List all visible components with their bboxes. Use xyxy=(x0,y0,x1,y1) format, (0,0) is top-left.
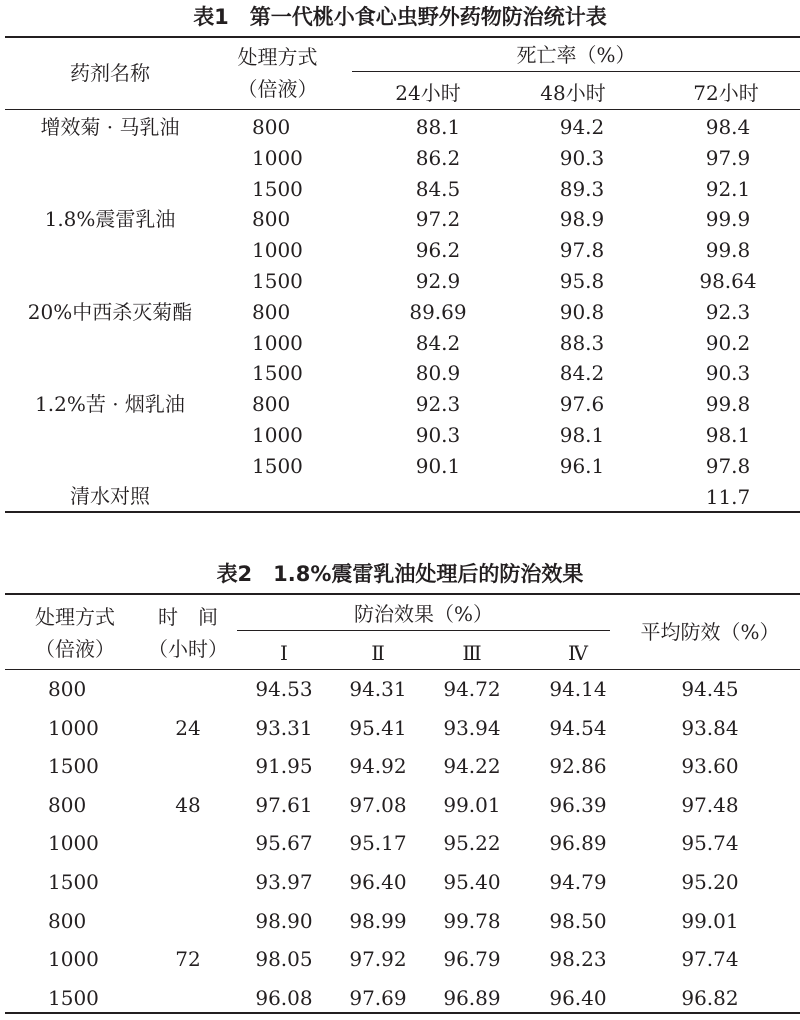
table1-cell-48h: 97.6 xyxy=(559,392,605,417)
table2-cell-rep-1: 98.90 xyxy=(255,908,313,933)
table2-cell-rep-4: 98.23 xyxy=(549,947,607,972)
table2-cell-rep-4: 96.40 xyxy=(549,985,607,1010)
table1-cell-method: 800 xyxy=(252,115,291,139)
table1-top-rule xyxy=(5,36,800,38)
table2-header-rep-2: Ⅱ xyxy=(371,641,385,665)
table2-cell-rep-2: 97.08 xyxy=(349,792,407,817)
table1-cell-24h: 86.2 xyxy=(415,145,461,170)
table2-cell-rep-4: 96.89 xyxy=(549,831,607,856)
table1-cell-24h: 80.9 xyxy=(415,361,461,386)
table1-cell-method: 1000 xyxy=(252,423,303,447)
table2-cell-rep-4: 96.39 xyxy=(549,792,607,817)
table1-cell-72h: 99.8 xyxy=(705,392,751,417)
table1-cell-24h: 92.9 xyxy=(415,269,461,293)
table2-header-time-unit: （小时） xyxy=(148,637,228,661)
table1-cell-24h: 90.3 xyxy=(415,423,461,447)
table2-cell-average: 99.01 xyxy=(681,908,739,933)
table2-cell-rep-1: 95.67 xyxy=(255,831,313,856)
table2-cell-rep-4: 98.50 xyxy=(549,908,607,933)
table1-cell-48h: 88.3 xyxy=(559,330,605,355)
table2-cell-method: 800 xyxy=(48,677,87,701)
table1-cell-24h: 84.2 xyxy=(415,330,461,355)
table1-cell-72h: 90.3 xyxy=(705,361,751,386)
table2-cell-rep-1: 97.61 xyxy=(255,792,313,817)
table2-cell-rep-2: 96.40 xyxy=(349,870,407,894)
table2-cell-method: 800 xyxy=(48,908,87,933)
table2-cell-rep-2: 95.41 xyxy=(349,715,407,740)
table1-agent-name: 20%中西杀灭菊酯 xyxy=(27,300,193,324)
table2-cell-method: 1000 xyxy=(48,831,99,856)
table1-title: 表1 第一代桃小食心虫野外药物防治统计表 xyxy=(193,5,607,29)
table1-cell-24h: 89.69 xyxy=(409,299,467,324)
table2-cell-average: 95.20 xyxy=(681,870,739,894)
table2-cell-time: 48 xyxy=(175,792,201,817)
table1-agent-name: 清水对照 xyxy=(70,484,150,508)
table1-cell-method: 800 xyxy=(252,392,291,417)
table1-cell-method: 1500 xyxy=(252,453,303,478)
table1-cell-24h: 96.2 xyxy=(415,238,461,263)
table1-agent-name: 增效菊 · 马乳油 xyxy=(40,115,180,139)
table2-cell-rep-3: 96.89 xyxy=(443,985,501,1010)
table2-cell-average: 93.60 xyxy=(681,754,739,779)
table2-cell-time: 24 xyxy=(175,715,201,740)
table2-title: 表2 1.8%震雷乳油处理后的防治效果 xyxy=(216,562,584,586)
table1-cell-72h: 98.4 xyxy=(705,115,751,139)
table1-cell-72h: 98.64 xyxy=(699,269,757,293)
table2-header-rep-4: Ⅳ xyxy=(568,641,588,665)
table1-cell-48h: 94.2 xyxy=(559,115,605,139)
table1-mortality-rule xyxy=(352,71,800,72)
table2-cell-rep-2: 94.92 xyxy=(349,754,407,779)
table2-cell-rep-1: 93.97 xyxy=(255,870,313,894)
table1-header-agent: 药剂名称 xyxy=(70,61,150,85)
table2-cell-rep-4: 94.54 xyxy=(549,715,607,740)
table1-header-72h: 72小时 xyxy=(693,81,759,105)
table2-cell-rep-2: 97.92 xyxy=(349,947,407,972)
table2-cell-average: 97.74 xyxy=(681,947,739,972)
table1-cell-72h: 99.8 xyxy=(705,238,751,263)
table1-cell-72h: 90.2 xyxy=(705,330,751,355)
table2-effect-rule xyxy=(237,630,610,631)
table1-cell-method: 1000 xyxy=(252,330,303,355)
table2-cell-average: 97.48 xyxy=(681,792,739,817)
table2-header-rep-1: Ⅰ xyxy=(280,641,288,665)
table2-cell-rep-1: 91.95 xyxy=(255,754,313,779)
table2-cell-rep-1: 98.05 xyxy=(255,947,313,972)
table2-cell-rep-3: 94.22 xyxy=(443,754,501,779)
table2-cell-rep-2: 97.69 xyxy=(349,985,407,1010)
table2-cell-rep-3: 99.78 xyxy=(443,908,501,933)
table1-cell-method: 1000 xyxy=(252,238,303,263)
table2-cell-average: 94.45 xyxy=(681,677,739,701)
table1-cell-24h: 88.1 xyxy=(415,115,461,139)
table2-cell-rep-3: 95.40 xyxy=(443,870,501,894)
table2-cell-rep-3: 93.94 xyxy=(443,715,501,740)
table2-cell-rep-2: 95.17 xyxy=(349,831,407,856)
table2-header-rule xyxy=(5,669,800,670)
table2-cell-average: 93.84 xyxy=(681,715,739,740)
table2-top-rule xyxy=(5,593,800,595)
table1-cell-24h: 97.2 xyxy=(415,207,461,232)
table2-header-method: 处理方式 xyxy=(35,605,115,629)
table1-bottom-rule xyxy=(5,511,800,513)
table1-cell-72h: 11.7 xyxy=(705,484,751,509)
table1-cell-24h: 84.5 xyxy=(415,176,461,201)
table2-cell-method: 1000 xyxy=(48,947,99,972)
table2-cell-average: 96.82 xyxy=(681,985,739,1010)
table2-bottom-rule xyxy=(5,1012,800,1014)
table2-cell-rep-1: 96.08 xyxy=(255,985,313,1010)
table1-cell-48h: 84.2 xyxy=(559,361,605,386)
table1-agent-name: 1.2%苦 · 烟乳油 xyxy=(35,392,185,416)
table1-cell-method: 1500 xyxy=(252,176,303,201)
table1-cell-72h: 92.3 xyxy=(705,299,751,324)
table1-cell-72h: 97.9 xyxy=(705,145,751,170)
table2-header-effect: 防治效果（%） xyxy=(353,602,493,626)
table1-cell-48h: 95.8 xyxy=(559,269,605,293)
table2-cell-method: 1500 xyxy=(48,985,99,1010)
table1-cell-24h: 90.1 xyxy=(415,453,461,478)
table2-cell-rep-4: 94.79 xyxy=(549,870,607,894)
table2-cell-rep-2: 98.99 xyxy=(349,908,407,933)
table1-cell-72h: 98.1 xyxy=(705,423,751,447)
table2-header-average: 平均防效（%） xyxy=(640,620,780,644)
table2-cell-rep-1: 93.31 xyxy=(255,715,313,740)
table2-cell-average: 95.74 xyxy=(681,831,739,856)
table1-header-24h: 24小时 xyxy=(395,81,461,105)
table1-header-method: 处理方式 xyxy=(237,45,318,69)
table1-cell-method: 1000 xyxy=(252,145,303,170)
table2-cell-method: 1000 xyxy=(48,715,99,740)
table1-cell-72h: 92.1 xyxy=(705,176,751,201)
table2-cell-rep-3: 96.79 xyxy=(443,947,501,972)
table1-cell-48h: 90.8 xyxy=(559,299,605,324)
table2-header-rep-3: Ⅲ xyxy=(462,641,482,665)
table2-cell-method: 1500 xyxy=(48,754,99,779)
table1-cell-48h: 89.3 xyxy=(559,176,605,201)
table1-cell-72h: 99.9 xyxy=(705,207,751,232)
table1-header-48h: 48小时 xyxy=(540,81,606,105)
table1-cell-method: 1500 xyxy=(252,361,303,386)
table1-cell-48h: 90.3 xyxy=(559,145,605,170)
table1-cell-48h: 97.8 xyxy=(559,238,605,263)
table2-cell-rep-4: 94.14 xyxy=(549,677,607,701)
table2-cell-time: 72 xyxy=(175,947,201,972)
table1-cell-method: 800 xyxy=(252,207,291,232)
table1-cell-24h: 92.3 xyxy=(415,392,461,417)
table2-cell-method: 1500 xyxy=(48,870,99,894)
table2-cell-rep-3: 99.01 xyxy=(443,792,501,817)
table1-header-rule xyxy=(5,109,800,110)
table1-cell-method: 1500 xyxy=(252,269,303,293)
table1-header-mortality: 死亡率（%） xyxy=(516,43,636,67)
table2-cell-rep-1: 94.53 xyxy=(255,677,313,701)
table2-cell-rep-3: 95.22 xyxy=(443,831,501,856)
table2-header-time: 时 间 xyxy=(158,605,218,629)
table1-agent-name: 1.8%震雷乳油 xyxy=(44,207,176,231)
table1-cell-48h: 98.1 xyxy=(559,423,605,447)
table2-header-method-unit: （倍液） xyxy=(35,637,115,661)
table2-cell-rep-4: 92.86 xyxy=(549,754,607,779)
table1-cell-48h: 98.9 xyxy=(559,207,605,232)
table1-cell-72h: 97.8 xyxy=(705,453,751,478)
table1-cell-48h: 96.1 xyxy=(559,453,605,478)
table1-cell-method: 800 xyxy=(252,299,291,324)
table2-cell-rep-3: 94.72 xyxy=(443,677,501,701)
table1-header-method-unit: （倍液） xyxy=(237,77,318,101)
table2-cell-rep-2: 94.31 xyxy=(349,677,407,701)
table2-cell-method: 800 xyxy=(48,792,87,817)
